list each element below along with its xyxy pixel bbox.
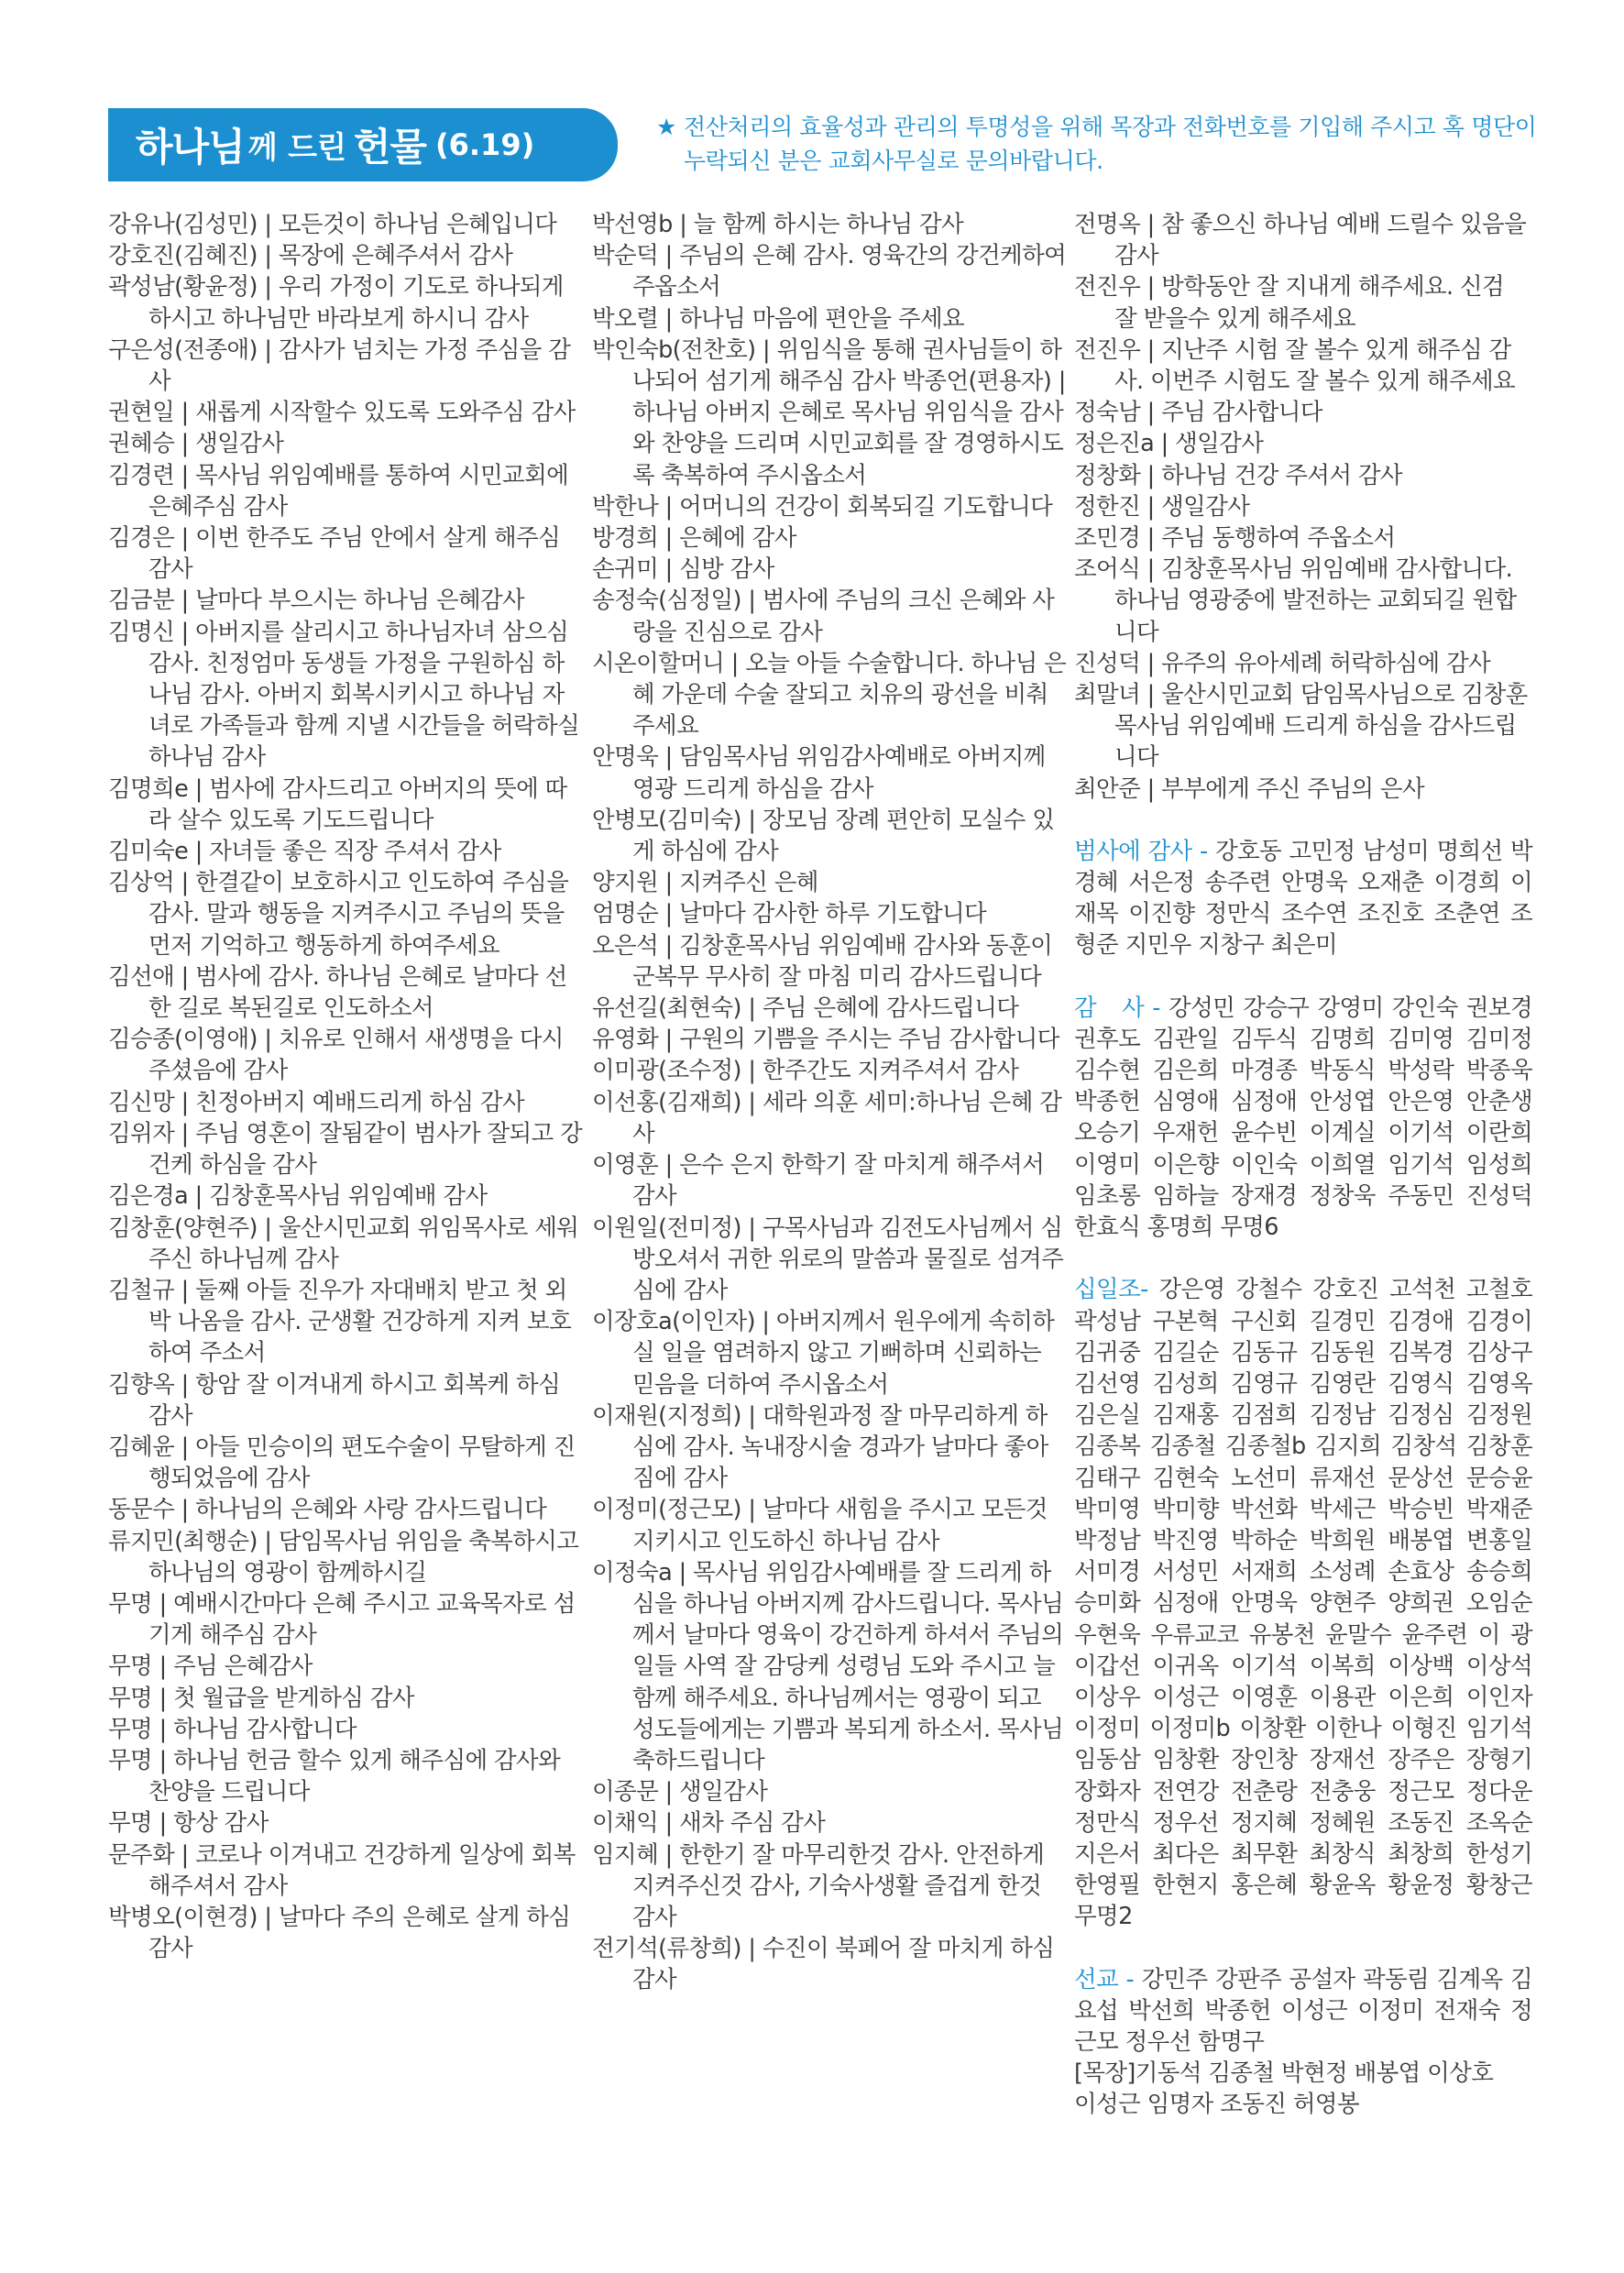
- group-label: 감 사 -: [1074, 994, 1169, 1022]
- offering-entry: 안병모(김미숙) | 장모님 장례 편안히 모실수 있게 하심에 감사: [592, 806, 1055, 866]
- group-names: 강은영 강철수 강호진 고석천 고철호 곽성남 구본혁 구신회 길경민 김경애 김경이 김귀중 김길순 김동규 김동원 김복경 김상구 김선영 김성희 김영규 김영란 김영식 김영옥 김은실 김재홍 김점희 김정남 김정심 김정원 김종복 김종철 김종철b 김지희 김창석 김창훈 김태구 김현숙 노선미 류재선 문상선 문승윤 박미영 박미향 박선화 박세근 박승빈 박재준 박정남 박진영 박하순 박희원 배봉엽 변홍일 서미경 서성민 서재희 소성례 손효상 송승희 승미화 심정애 안명욱 양현주 양희권 오임순 우현욱 우류교코 유봉천 윤말수 윤주련 이 광 이갑선 이귀옥 이기석 이복희 이상백 이상석 이상우 이성근 이영훈 이용관 이은희 이인자 이정미 이정미b 이창환 이한나 이형진 임기석 임동삼 임창환 장인창 장재선 장주은 장형기 장화자 전연강 전춘랑 전충웅 정근모 정다운 정만식 정우선 정지혜 정혜원 조동진 조옥순 지은서 최다은 최무환 최창식 최창희 한성기 한영필 한현지 홍은혜 황윤옥 황윤정 황창근 무명2: [1074, 1276, 1532, 1931]
- offering-entry: 안명욱 | 담임목사님 위임감사예배로 아버지께 영광 드리게 하심을 감사: [592, 743, 1046, 803]
- group-names: 강민주 강판주 공설자 곽동림 김계옥 김요섭 박선희 박종헌 이성근 이정미 전재숙 정근모 정우선 함명구: [1074, 1965, 1532, 2056]
- offering-entry: 전명옥 | 참 좋으신 하나님 예배 드릴수 있음을 감사: [1074, 211, 1527, 270]
- offering-entry: 권혜승 | 생일감사: [108, 430, 284, 458]
- offering-entry: 김명희e | 범사에 감사드리고 아버지의 뜻에 따라 살수 있도록 기도드립니다: [108, 774, 567, 834]
- offering-entry: 전진우 | 방학동안 잘 지내게 해주세요. 신검 잘 받을수 있게 해주세요: [1074, 273, 1505, 333]
- offering-entry: 이영훈 | 은수 은지 한학기 잘 마치게 해주셔서 감사: [592, 1151, 1045, 1211]
- offering-entry: 엄명순 | 날마다 감사한 하루 기도합니다: [592, 900, 987, 928]
- offering-entry: 손귀미 | 심방 감사: [592, 555, 774, 584]
- group-names: 강성민 강승구 강영미 강인숙 권보경 권후도 김관일 김두식 김명희 김미영 김미정 김수현 김은희 마경종 박동식 박성락 박종욱 박종헌 심영애 심정애 안성엽 안은영 안춘생 오승기 우재헌 윤수빈 이계실 이기석 이란희 이영미 이은향 이인숙 이희열 임기석 임성희 임초롱 임하늘 장재경 정창욱 주동민 진성덕 한효식 홍명희 무명6: [1074, 994, 1532, 1242]
- offering-entry: 조어식 | 김창훈목사님 위임예배 감사합니다. 하나님 영광중에 발전하는 교회되길 원합니다: [1074, 555, 1517, 646]
- offering-entry: 이미광(조수정) | 한주간도 지켜주셔서 감사: [592, 1057, 1019, 1085]
- offering-group: [1074, 836, 1532, 961]
- offering-entry: 강유나(김성민) | 모든것이 하나님 은혜입니다: [108, 211, 557, 238]
- offering-entry: 조민경 | 주님 동행하여 주옵소서: [1074, 524, 1396, 553]
- group-names: 강호동 고민정 남성미 명희선 박경혜 서은정 송주련 안명욱 오재춘 이경희 이재목 이진향 정만식 조수연 조진호 조춘연 조형준 지민우 지창구 최은미: [1074, 837, 1532, 960]
- offering-entry: 이원일(전미정) | 구목사님과 김전도사님께서 심방오셔서 귀한 위로의 말씀과 물질로 섬겨주심에 감사: [592, 1213, 1064, 1304]
- offering-group: [1074, 993, 1532, 1244]
- offering-column-3: [1074, 209, 1532, 2121]
- group-label: 범사에 감사 -: [1074, 837, 1215, 865]
- offering-entry: 이정미(정근모) | 날마다 새힘을 주시고 모든것 지키시고 인도하신 하나님 감사: [592, 1496, 1048, 1555]
- offering-entry: 이종문 | 생일감사: [592, 1778, 768, 1806]
- offering-entry: 정숙남 | 주님 감사합니다: [1074, 399, 1322, 427]
- offering-entry: 김경은 | 이번 한주도 주님 안에서 살게 해주심 감사: [108, 524, 561, 584]
- offering-entry: 곽성남(황윤정) | 우리 가정이 기도로 하나되게 하시고 하나님만 바라보게 하시니 감사: [108, 273, 564, 333]
- offering-entry: 오은석 | 김창훈목사님 위임예배 감사와 동훈이 군복무 무사히 잘 마침 미리 감사드립니다: [592, 931, 1053, 991]
- group-label: 선교 -: [1074, 1965, 1142, 1993]
- offering-entry: 정은진a | 생일감사: [1074, 430, 1264, 458]
- notice: [656, 110, 1545, 178]
- offering-entry: 김위자 | 주님 영혼이 잘됨같이 범사가 잘되고 강건케 하심을 감사: [108, 1119, 583, 1180]
- group-spacer: [1074, 961, 1532, 993]
- group-label: 십일조-: [1074, 1276, 1159, 1304]
- title-part1: 하나님: [136, 125, 245, 170]
- offering-entry: 시온이할머니 | 오늘 아들 수술합니다. 하나님 은혜 가운데 수술 잘되고 치유의 광선을 비춰주세요: [592, 649, 1067, 741]
- offering-entry: 전진우 | 지난주 시험 잘 볼수 있게 해주심 감사. 이번주 시험도 잘 볼수 있게 해주세요: [1074, 335, 1516, 396]
- group-spacer: [1074, 1243, 1532, 1274]
- offering-entry: 무명 | 항상 감사: [108, 1809, 269, 1838]
- offering-entry: 권현일 | 새롭게 시작할수 있도록 도와주심 감사: [108, 399, 576, 427]
- offering-entry: 김신망 | 친정아버지 예배드리게 하심 감사: [108, 1088, 525, 1116]
- offering-entry: 최안준 | 부부에게 주신 주님의 은사: [1074, 774, 1424, 803]
- offering-group: [1074, 1274, 1532, 1932]
- offering-entry: 김혜윤 | 아들 민승이의 편도수술이 무탈하게 진행되었음에 감사: [108, 1433, 576, 1493]
- mokjang-line-1: [목장]기동석 김종철 박현정 배봉엽 이상호: [1074, 2059, 1494, 2088]
- mokjang-list: [1074, 2058, 1532, 2120]
- offering-entry: 무명 | 첫 월급을 받게하심 감사: [108, 1684, 414, 1712]
- title-badge: [108, 108, 618, 181]
- offering-entry: 김명신 | 아버지를 살리시고 하나님자녀 삼으심 감사. 친정엄마 동생들 가정을 구원하심 하나님 감사. 아버지 회복시키시고 하나님 자녀로 가족들과 함께 지낼 시간들을 허락하실 하나님 감사: [108, 618, 580, 772]
- group-spacer: [1074, 805, 1532, 836]
- offering-entry: 박병오(이현경) | 날마다 주의 은혜로 살게 하심 감사: [108, 1903, 571, 1963]
- offering-entry: 김창훈(양현주) | 울산시민교회 위임목사로 세워주신 하나님께 감사: [108, 1213, 579, 1273]
- offering-entry: 정한진 | 생일감사: [1074, 492, 1250, 521]
- offering-entry: 김향옥 | 항암 잘 이겨내게 하시고 회복케 하심 감사: [108, 1370, 561, 1430]
- offering-entry: 진성덕 | 유주의 유아세례 허락하심에 감사: [1074, 649, 1491, 677]
- offering-entry: 동문수 | 하나님의 은혜와 사랑 감사드립니다: [108, 1496, 547, 1524]
- offering-entry: 문주화 | 코로나 이겨내고 건강하게 일상에 회복 해주셔서 감사: [108, 1840, 576, 1900]
- offering-entry: 유영화 | 구원의 기쁨을 주시는 주님 감사합니다: [592, 1026, 1059, 1054]
- star-icon: ★: [656, 114, 677, 140]
- offering-entry: 이장호a(이인자) | 아버지께서 원우에게 속히하실 일을 염려하지 않고 기뻐하며 신뢰하는 믿음을 더하여 주시옵소서: [592, 1308, 1055, 1399]
- offering-entry: 김미숙e | 자녀들 좋은 직장 주셔서 감사: [108, 838, 501, 866]
- offering-entry: 김금분 | 날마다 부으시는 하나님 은혜감사: [108, 587, 525, 615]
- offering-entry: 김상억 | 한결같이 보호하시고 인도하여 주심을 감사. 말과 행동을 지켜주시고 주님의 뜻을 먼저 기억하고 행동하게 하여주세요: [108, 869, 569, 960]
- offering-entry: 이채익 | 새차 주심 감사: [592, 1809, 826, 1838]
- title-part2: 께 드린: [247, 128, 346, 165]
- offering-entry: 방경희 | 은혜에 감사: [592, 524, 796, 553]
- page-header: [108, 104, 1538, 187]
- offering-entry: 김선애 | 범사에 감사. 하나님 은혜로 날마다 선한 길로 복된길로 인도하소서: [108, 962, 567, 1023]
- mokjang-line-2: 이성근 임명자 조동진 허영봉: [1074, 2091, 1359, 2119]
- offering-entry: 정창화 | 하나님 건강 주셔서 감사: [1074, 461, 1402, 489]
- offering-entry: 류지민(최행순) | 담임목사님 위임을 축복하시고 하나님의 영광이 함께하시길: [108, 1527, 579, 1587]
- notice-text: 전산처리의 효율성과 관리의 투명성을 위해 목장과 전화번호를 기입해 주시고 혹 명단이 누락되신 분은 교회사무실로 문의바랍니다.: [684, 114, 1537, 174]
- offering-group: [1074, 1964, 1532, 2059]
- offering-entry: 무명 | 하나님 감사합니다: [108, 1715, 357, 1743]
- group-spacer: [1074, 1933, 1532, 1964]
- title-date: (6.19): [435, 127, 535, 162]
- offering-entry: 박인숙b(전찬호) | 위임식을 통해 권사님들이 하나되어 섬기게 해주심 감사 박종언(편용자) | 하나님 아버지 은혜로 목사님 위임식을 감사와 찬양을 드리며 시민교회를 잘 경영하시도록 축복하여 주시옵소서: [592, 335, 1066, 489]
- offering-entry: 최말녀 | 울산시민교회 담임목사님으로 김창훈목사님 위임예배 드리게 하심을 감사드립니다: [1074, 681, 1528, 772]
- offering-entry: 이재원(지정희) | 대학원과정 잘 마무리하게 하심에 감사. 녹내장시술 경과가 날마다 좋아짐에 감사: [592, 1401, 1048, 1493]
- offering-entry: 구은성(전종애) | 감사가 넘치는 가정 주심을 감사: [108, 335, 571, 396]
- offering-entry: 박순덕 | 주님의 은혜 감사. 영육간의 강건케하여 주옵소서: [592, 242, 1067, 302]
- offering-entry: 박선영b | 늘 함께 하시는 하나님 감사: [592, 211, 964, 238]
- offering-entry: 김경련 | 목사님 위임예배를 통하여 시민교회에 은혜주심 감사: [108, 461, 569, 521]
- offering-entry: 강호진(김혜진) | 목장에 은혜주셔서 감사: [108, 242, 513, 270]
- column-3-entries: [1074, 209, 1532, 805]
- offering-entry: 김철규 | 둘째 아들 진우가 자대배치 받고 첫 외박 나옴을 감사. 군생활 건강하게 지켜 보호하여 주소서: [108, 1276, 572, 1367]
- offering-entry: 김은경a | 김창훈목사님 위임예배 감사: [108, 1182, 488, 1211]
- offering-entry: 송정숙(심정일) | 범사에 주님의 크신 은혜와 사랑을 진심으로 감사: [592, 587, 1055, 646]
- offering-entry: 양지원 | 지켜주신 은혜: [592, 869, 818, 897]
- offering-entry: 무명 | 하나님 헌금 할수 있게 해주심에 감사와 찬양을 드립니다: [108, 1746, 561, 1806]
- offering-entry: 임지혜 | 한한기 잘 마무리한것 감사. 안전하게 지켜주신것 감사, 기숙사생활 즐겁게 한것 감사: [592, 1840, 1045, 1931]
- offering-entry: 전기석(류창희) | 수진이 북페어 잘 마치게 하심 감사: [592, 1935, 1055, 1994]
- offering-column-1: [108, 209, 585, 1964]
- offering-entry: 박오렬 | 하나님 마음에 편안을 주세요: [592, 304, 965, 333]
- offering-entry: 이선홍(김재희) | 세라 의훈 세미:하나님 은혜 감사: [592, 1088, 1062, 1147]
- offering-entry: 무명 | 주님 은혜감사: [108, 1653, 313, 1681]
- offering-column-2: [592, 209, 1069, 1996]
- offering-groups: [1074, 805, 1532, 2058]
- offering-entry: 유선길(최현숙) | 주님 은혜에 감사드립니다: [592, 994, 1019, 1023]
- title-part3: 헌물: [353, 125, 426, 170]
- offering-entry: 이정숙a | 목사님 위임감사예배를 잘 드리게 하심을 하나님 아버지께 감사드립니다. 목사님께서 날마다 영육이 강건하게 하셔서 주님의 일들 사역 잘 감당케 성령님 도와 주시고 늘 함께 해주세요. 하나님께서는 영광이 되고 성도들에게는 기쁨과 복되게 하소서. 목사님 축하드립니다: [592, 1558, 1064, 1774]
- offering-entry: 무명 | 예배시간마다 은혜 주시고 교육목자로 섬기게 해주심 감사: [108, 1589, 576, 1650]
- offering-entry: 박한나 | 어머니의 건강이 회복되길 기도합니다: [592, 492, 1053, 521]
- offering-entry: 김승종(이영애) | 치유로 인해서 새생명을 다시 주셨음에 감사: [108, 1026, 564, 1085]
